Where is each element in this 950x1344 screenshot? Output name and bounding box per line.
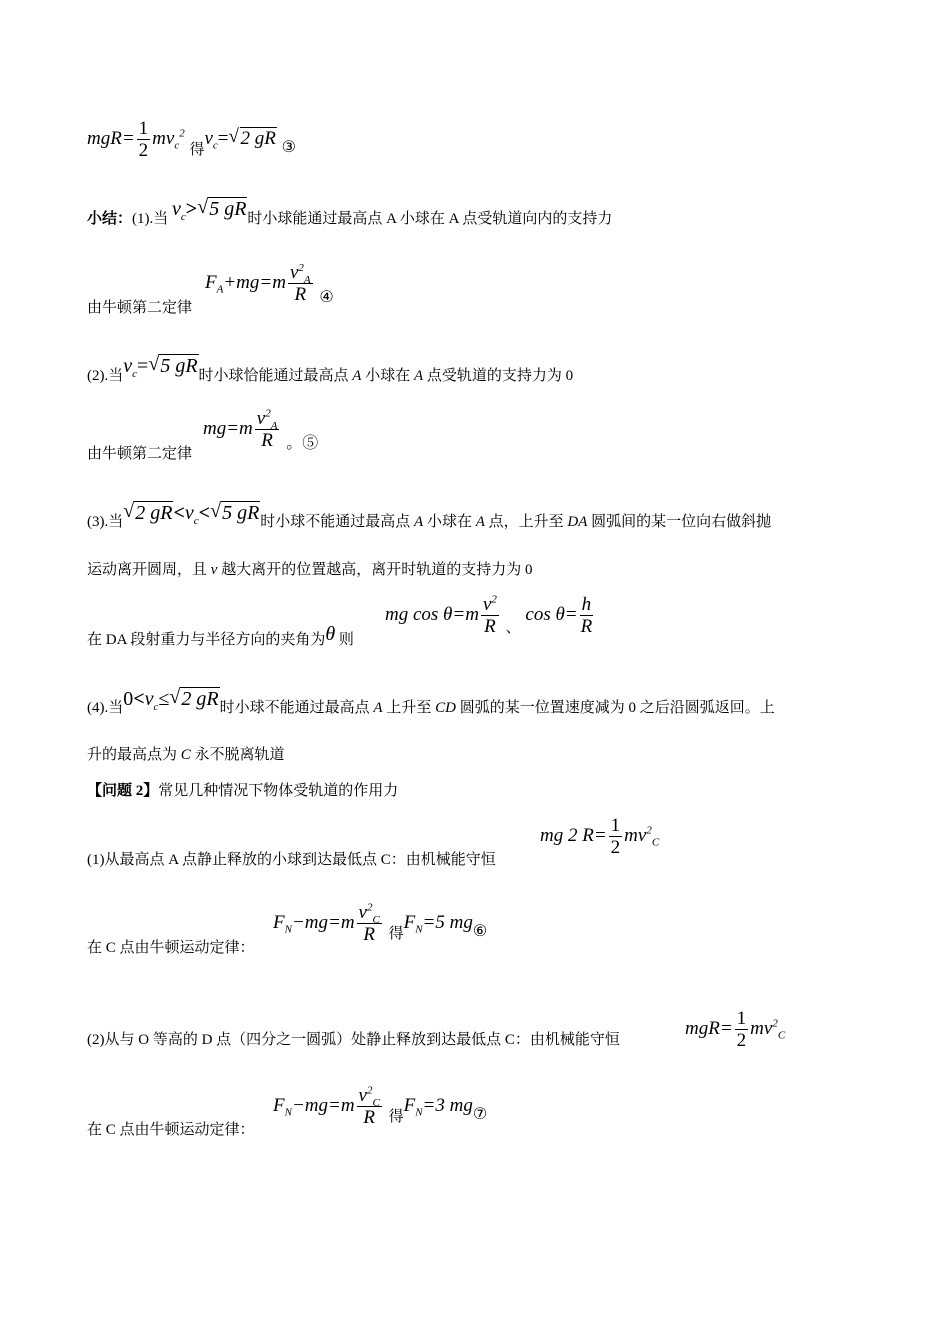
- summary-item-3-line2: 运动离开圆周，且 v 越大离开的位置越高，离开时轨道的支持力为 0: [87, 562, 533, 578]
- marker-7: ⑦: [472, 1105, 488, 1123]
- marker-5: 。⑤: [286, 434, 319, 452]
- summary-item-1: 小结：(1).当 $v_c>√$ 5 gR时小球能通过最高点 A 小球在 A 点受轨道向内的支持力: [87, 205, 612, 229]
- newton-law-label-4: 由牛顿第二定律: [87, 300, 193, 316]
- summary-item-4: (4).当$0<v_c\le√$ 2 gR时小球不能通过最高点 A 上升至 CD 圆弧的某一位置速度减为 0 之后沿圆弧返回。上: [87, 694, 775, 718]
- newton-label-6: 在 C 点由牛顿运动定律：: [87, 940, 255, 956]
- equation-energy-c: mgR= $\frac{1}{2}$ $mv_c^2$ $_得v_c=√$ 2 gR $_③$: [87, 118, 296, 161]
- summary-item-3: (3).当√ 2 $gR<v_c<√$ 5 gR时小球不能通过最高点 A 小球在 A 点，上升至 DA 圆弧间的某一位向右做斜抛: [87, 508, 771, 532]
- angle-description: 在 DA 段射重力与半径方向的夹角为θ 则: [87, 623, 354, 648]
- case-1-description: (1)从最高点 A 点静止释放的小球到达最低点 C：由机械能守恒: [87, 852, 496, 868]
- marker-4: ④: [319, 288, 334, 306]
- summary-item-2: (2).当$v_c=√$ 5 gR时小球恰能通过最高点 A 小球在 A 点受轨道的支持力为 0: [87, 362, 573, 386]
- summary-item-4-line2: 升的最高点为 C 永不脱离轨道: [87, 747, 285, 763]
- equation-force-case-1: $F_N-mg=m$ $\frac{v^2_C}{R}$ $_得F_N=5$ $mg_⑥$: [273, 901, 488, 945]
- newton-law-label-5: 由牛顿第二定律: [87, 446, 193, 462]
- equation-newton-a: $F_A+mg=m$ $\frac{v^2_A}{R}$ $_④$: [205, 261, 334, 306]
- equation-energy-case-1: mg 2 R= $\frac{1}{2}$ $mv^2_C$: [540, 815, 660, 858]
- question-2-heading: 【问题 2】常见几种情况下物体受轨道的作用力: [87, 783, 399, 799]
- equation-force-case-2: $F_N-mg=m$ $\frac{v^2_C}{R}$ $_得F_N=3$ $mg_⑦$: [273, 1084, 488, 1128]
- marker-6: ⑥: [472, 922, 488, 940]
- newton-label-7: 在 C 点由牛顿运动定律：: [87, 1122, 255, 1138]
- equation-critical: mg=m $\frac{v^2_A}{R}$ $_{。⑤}$: [203, 407, 319, 452]
- marker-3: ③: [281, 138, 296, 156]
- case-2-description: (2)从与 O 等高的 D 点（四分之一圆弧）处静止释放到达最低点 C：由机械能守恒: [87, 1032, 620, 1048]
- equation-angle: mg cos θ=m $\frac{v^2}{R}$ $_、$ cos θ= $\frac{h}{R}$: [385, 593, 593, 637]
- equation-energy-case-2: mgR= $\frac{1}{2}$ $mv^2_C$: [685, 1008, 786, 1051]
